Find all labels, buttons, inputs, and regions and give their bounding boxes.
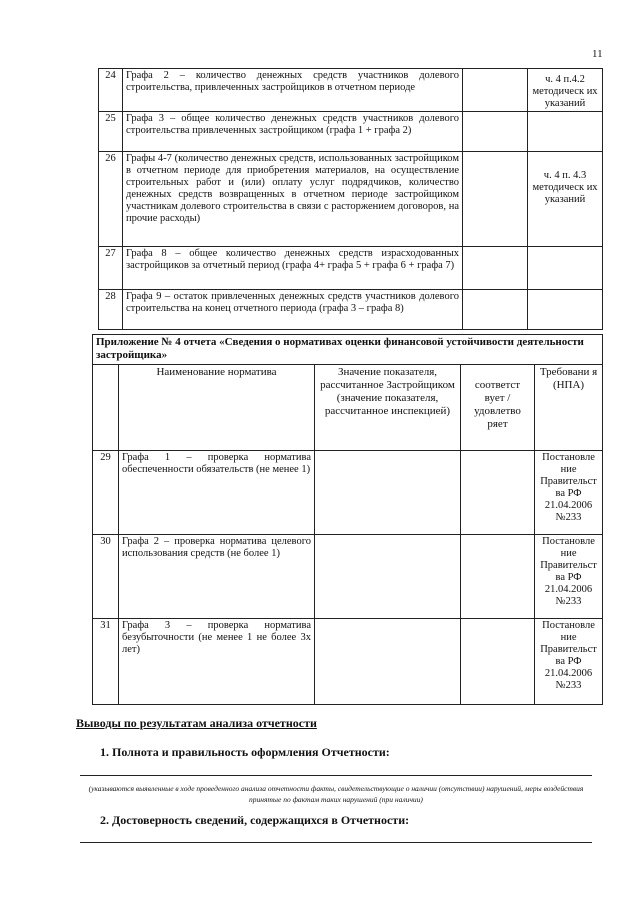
row-match-cell: [461, 535, 535, 619]
header-requirement: Требовани я (НПА): [535, 365, 603, 451]
row-number: 28: [99, 290, 123, 330]
appendix-title: Приложение № 4 отчета «Сведения о нормативах оценки финансовой устойчивости деятельности застройщика»: [93, 335, 603, 365]
appendix-title-row: [93, 335, 603, 365]
row-description: Графа 3 – проверка норматива безубыточности (не менее 1 не более 3х лет): [119, 619, 315, 705]
header-name: Наименование норматива: [119, 365, 315, 451]
table-row: [99, 290, 603, 330]
row-description: Графа 3 – общее количество денежных средств участников долевого строительства привлеченных застройщиком (графа 1 + графа 2): [123, 112, 463, 152]
section-1-heading: 1. Полнота и правильность оформления Отчетности:: [100, 745, 390, 759]
row-description: Графа 1 – проверка норматива обеспеченности обязательств (не менее 1): [119, 451, 315, 535]
row-number: 24: [99, 69, 123, 112]
row-number: 30: [93, 535, 119, 619]
table-row: [99, 69, 603, 112]
row-value-cell: [463, 69, 528, 112]
table-row: [99, 247, 603, 290]
table-header-row: [93, 365, 603, 451]
table-row: [99, 112, 603, 152]
row-description: Графы 4-7 (количество денежных средств, использованных застройщиком в отчетном периоде для приобретения материалов, на осуществление строительных работ и (или) оплату услуг подрядчиков, количество денежных средств возвращенных в отчетном периоде застройщиком участникам долевого строительства в связи с расторжением договоров, на прочие расходы): [123, 152, 463, 247]
row-number: 25: [99, 112, 123, 152]
answer-line[interactable]: [80, 775, 592, 776]
row-description: Графа 2 – проверка норматива целевого использования средств (не более 1): [119, 535, 315, 619]
row-number: 29: [93, 451, 119, 535]
row-requirement: Постановле ние Правительст ва РФ 21.04.2006 №233: [535, 619, 603, 705]
row-value-cell: [315, 451, 461, 535]
row-reference: ч. 4 п. 4.3 методическ их указаний: [528, 152, 603, 247]
answer-line[interactable]: [80, 842, 592, 843]
table-row: [93, 451, 603, 535]
table-row: [93, 619, 603, 705]
row-value-cell: [315, 619, 461, 705]
row-number: 27: [99, 247, 123, 290]
section-2-heading: 2. Достоверность сведений, содержащихся в Отчетности:: [100, 813, 410, 827]
row-match-cell: [461, 619, 535, 705]
row-value-cell: [315, 535, 461, 619]
row-requirement: Постановле ние Правительст ва РФ 21.04.2006 №233: [535, 451, 603, 535]
report-table-top: [98, 68, 603, 330]
row-reference: [528, 247, 603, 290]
row-value-cell: [463, 152, 528, 247]
row-number: 26: [99, 152, 123, 247]
row-reference: ч. 4 п.4.2 методическ их указаний: [528, 69, 603, 112]
row-match-cell: [461, 451, 535, 535]
row-description: Графа 8 – общее количество денежных средств израсходованных застройщиков за отчетный период (графа 4+ графа 5 + графа 6 + графа 7): [123, 247, 463, 290]
header-value: Значение показателя, рассчитанное Застройщиком (значение показателя, рассчитанное инспекцией): [315, 365, 461, 451]
header-match: соответст вует / удовлетво ряет: [461, 365, 535, 451]
row-number: 31: [93, 619, 119, 705]
row-reference: [528, 290, 603, 330]
report-table-appendix: [92, 334, 603, 705]
table-row: [93, 535, 603, 619]
table-row: [99, 152, 603, 247]
row-requirement: Постановле ние Правительст ва РФ 21.04.2006 №233: [535, 535, 603, 619]
row-description: Графа 2 – количество денежных средств участников долевого строительства, привлеченных застройщиков в отчетном периоде: [123, 69, 463, 112]
row-reference: [528, 112, 603, 152]
header-blank: [93, 365, 119, 451]
row-description: Графа 9 – остаток привлеченных денежных средств участников долевого строительства на конец отчетного периода (графа 3 – графа 8): [123, 290, 463, 330]
instruction-note: (указываются выявленные в ходе проведенного анализа отчетности факты, свидетельствующие о наличии (отсутствии) нарушений, меры воздействия принятые по фактам таких нарушений (при наличии): [88, 784, 584, 804]
row-value-cell: [463, 247, 528, 290]
conclusions-title: Выводы по результатам анализа отчетности: [76, 716, 317, 730]
row-value-cell: [463, 290, 528, 330]
row-value-cell: [463, 112, 528, 152]
page-number: 11: [592, 48, 603, 60]
